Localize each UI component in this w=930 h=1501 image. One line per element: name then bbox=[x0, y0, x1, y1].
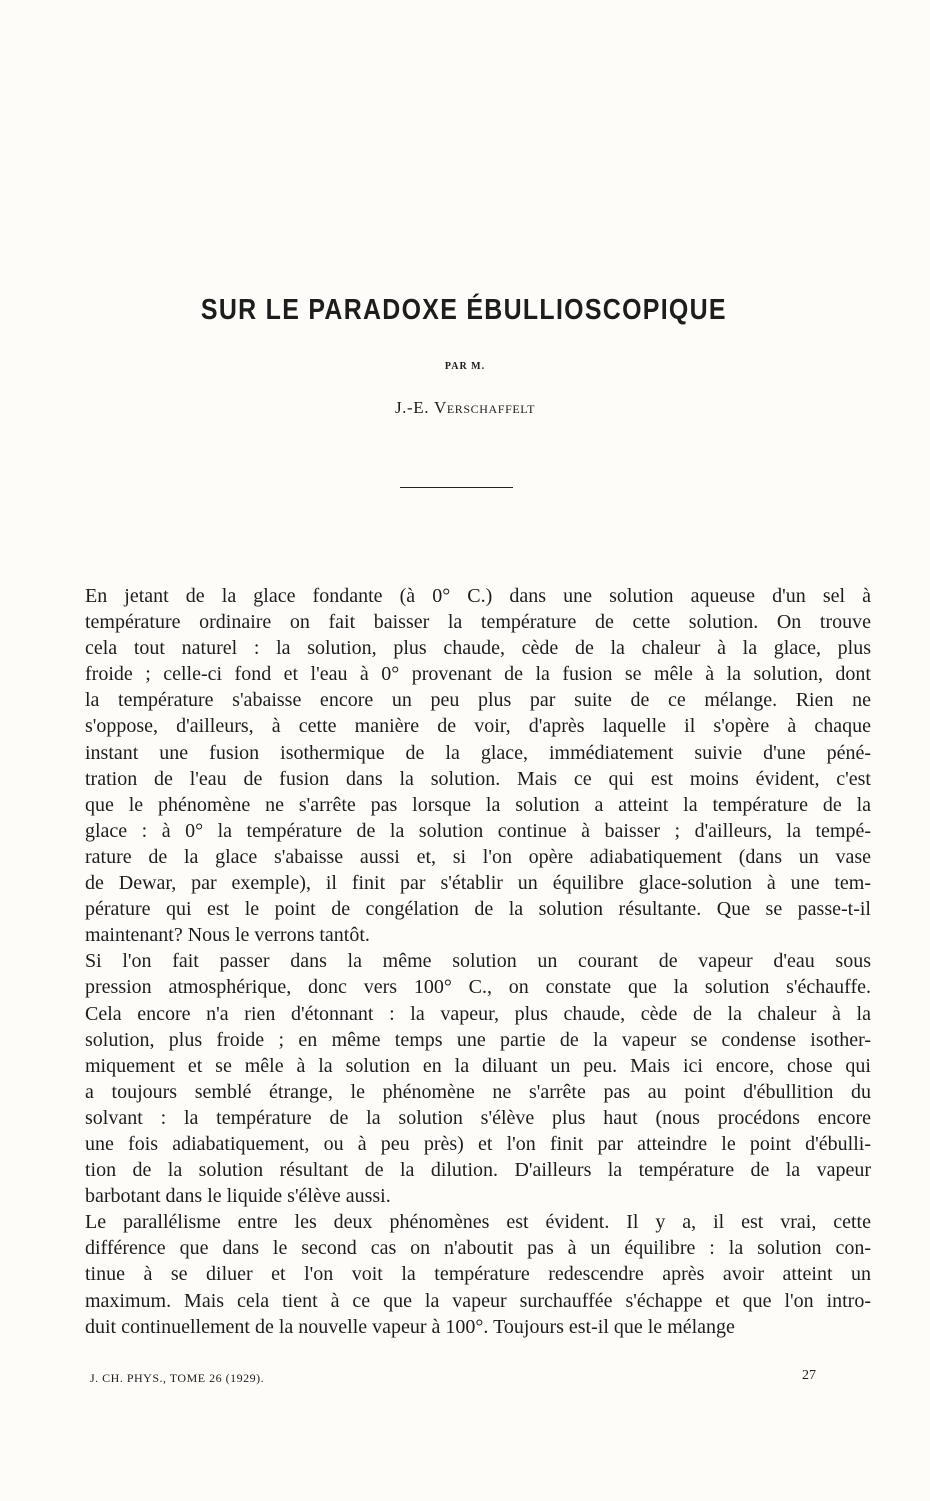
text-line: miquement et se mêle à la solution en la diluant un peu. Mais ici encore, chose qui bbox=[85, 1054, 871, 1077]
text-line: différence que dans le second cas on n'aboutit pas à un équilibre : la solution con- bbox=[85, 1237, 871, 1260]
byline: PAR M. bbox=[444, 361, 486, 372]
text-line: une fois adiabatiquement, ou à peu près) et l'on finit par atteindre le point d'ébulli- bbox=[85, 1132, 871, 1155]
text-line: barbotant dans le liquide s'élève aussi. bbox=[85, 1185, 391, 1208]
text-line: a toujours semblé étrange, le phénomène ne s'arrête pas au point d'ébullition du bbox=[85, 1080, 871, 1103]
text-line: froide ; celle-ci fond et l'eau à 0° provenant de la fusion se mêle à la solution, dont bbox=[85, 663, 871, 686]
text-line: solvant : la température de la solution s'élève plus haut (nous procédons encore bbox=[85, 1106, 871, 1129]
text-line: glace : à 0° la température de la solution continue à baisser ; d'ailleurs, la tempé- bbox=[85, 819, 871, 842]
text-line: pérature qui est le point de congélation de la solution résultante. Que se passe-t-il bbox=[85, 898, 871, 921]
paragraph bbox=[37, 583, 871, 948]
text-line: pression atmosphérique, donc vers 100° C., on constate que la solution s'échauffe. bbox=[85, 976, 871, 999]
text-line: cela tout naturel : la solution, plus chaude, cède de la chaleur à la glace, plus bbox=[85, 637, 871, 660]
author-name bbox=[0, 398, 930, 418]
paragraph bbox=[37, 1209, 871, 1339]
article-body bbox=[37, 583, 871, 1340]
text-line: Si l'on fait passer dans la même solution un courant de vapeur d'eau sous bbox=[85, 950, 871, 973]
text-line: que le phénomène ne s'arrête pas lorsque la solution a atteint la température de la bbox=[85, 793, 871, 816]
page-number: 27 bbox=[802, 1368, 816, 1383]
title-divider bbox=[400, 487, 513, 488]
text-line: maintenant? Nous le verrons tantôt. bbox=[85, 924, 370, 947]
journal-reference: J. CH. PHYS., TOME 26 (1929). bbox=[90, 1371, 265, 1385]
text-line: tration de l'eau de fusion dans la solution. Mais ce qui est moins évident, c'est bbox=[85, 767, 871, 790]
text-line: s'oppose, d'ailleurs, à cette manière de voir, d'après laquelle il s'opère à chaque bbox=[85, 715, 871, 738]
text-line: Cela encore n'a rien d'étonnant : la vapeur, plus chaude, cède de la chaleur à la bbox=[85, 1002, 871, 1025]
author-surname: Verschaffelt bbox=[433, 398, 536, 417]
text-line: tinue à se diluer et l'on voit la température redescendre après avoir atteint un bbox=[85, 1263, 871, 1286]
text-line: de Dewar, par exemple), il finit par s'établir un équilibre glace-solution à une tem- bbox=[85, 872, 871, 895]
text-line: rature de la glace s'abaisse aussi et, si l'on opère adiabatiquement (dans un vase bbox=[85, 845, 871, 868]
text-line: maximum. Mais cela tient à ce que la vapeur surchauffée s'échappe et que l'on intro- bbox=[85, 1289, 871, 1312]
text-line: instant une fusion isothermique de la glace, immédiatement suivie d'une péné- bbox=[85, 741, 871, 764]
text-line: température ordinaire on fait baisser la température de cette solution. On trouve bbox=[85, 611, 871, 634]
paragraph bbox=[37, 948, 871, 1209]
text-line: En jetant de la glace fondante (à 0° C.) dans une solution aqueuse d'un sel à bbox=[85, 585, 871, 607]
text-line: tion de la solution résultant de la dilution. D'ailleurs la température de la vapeur bbox=[85, 1159, 871, 1182]
text-line: Le parallélisme entre les deux phénomènes est évident. Il y a, il est vrai, cette bbox=[85, 1211, 871, 1234]
author-initials: J.-E. bbox=[394, 398, 430, 417]
article-title: SUR LE PARADOXE ÉBULLIOSCOPIQUE bbox=[200, 294, 727, 326]
text-line: solution, plus froide ; en même temps une partie de la vapeur se condense isother- bbox=[85, 1028, 871, 1051]
text-line: duit continuellement de la nouvelle vapeur à 100°. Toujours est-il que le mélange bbox=[85, 1315, 735, 1338]
text-line: la température s'abaisse encore un peu plus par suite de ce mélange. Rien ne bbox=[85, 689, 871, 712]
